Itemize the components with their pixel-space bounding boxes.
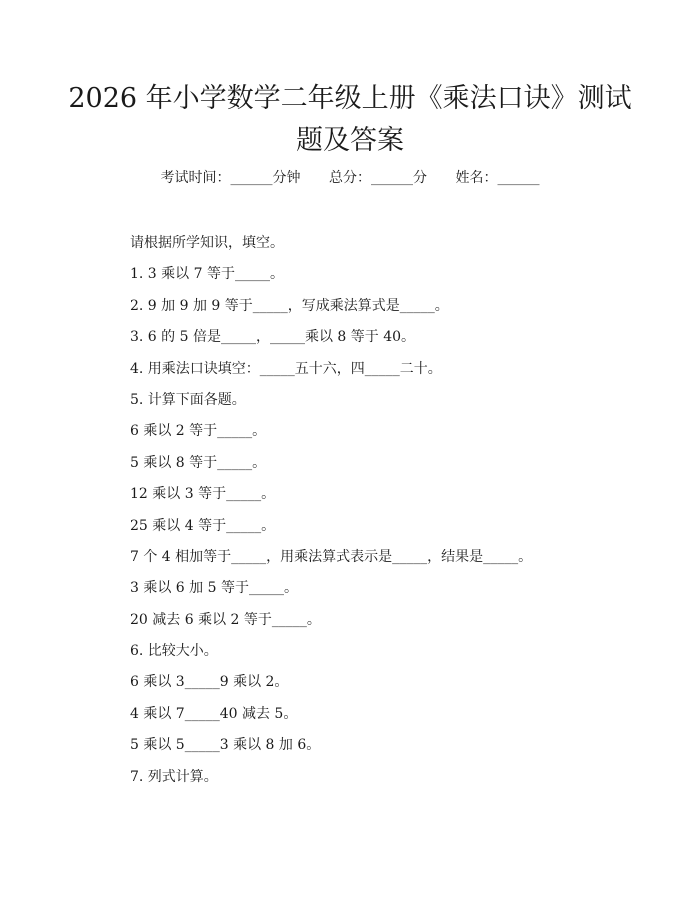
exam-score: 总分：______分 <box>329 170 427 186</box>
question-5-item: 3 乘以 6 加 5 等于_____。 <box>130 580 298 597</box>
section-instruction: 请根据所学知识，填空。 <box>130 235 284 251</box>
exam-meta <box>0 167 700 187</box>
question-7-heading: 7. 列式计算。 <box>130 768 218 785</box>
question-6-item: 5 乘以 5_____3 乘以 8 加 6。 <box>130 737 321 754</box>
question-6-item: 4 乘以 7_____40 减去 5。 <box>130 705 298 722</box>
exam-time: 考试时间：______分钟 <box>160 170 301 186</box>
question-6-heading: 6. 比较大小。 <box>130 643 218 660</box>
question-5-item: 25 乘以 4 等于_____。 <box>130 517 276 534</box>
question-1: 1. 3 乘以 7 等于_____。 <box>130 266 284 283</box>
question-4: 4. 用乘法口诀填空：_____五十六，四_____二十。 <box>130 360 442 377</box>
question-5-heading: 5. 计算下面各题。 <box>130 391 246 408</box>
question-body <box>130 228 650 793</box>
question-5-item: 20 减去 6 乘以 2 等于_____。 <box>130 611 321 628</box>
student-name: 姓名：______ <box>455 170 540 186</box>
page-title: 2026 年小学数学二年级上册《乘法口诀》测试题及答案 <box>68 83 632 156</box>
question-5-item: 5 乘以 8 等于_____。 <box>130 454 267 471</box>
question-2: 2. 9 加 9 加 9 等于_____，写成乘法算式是_____。 <box>130 297 449 314</box>
question-6-item: 6 乘以 3_____9 乘以 2。 <box>130 674 289 691</box>
question-3: 3. 6 的 5 倍是_____，_____乘以 8 等于 40。 <box>130 329 416 346</box>
question-5-item: 7 个 4 相加等于_____，用乘法算式表示是_____，结果是_____。 <box>130 548 533 565</box>
question-5-item: 12 乘以 3 等于_____。 <box>130 486 276 503</box>
question-5-item: 6 乘以 2 等于_____。 <box>130 423 267 440</box>
